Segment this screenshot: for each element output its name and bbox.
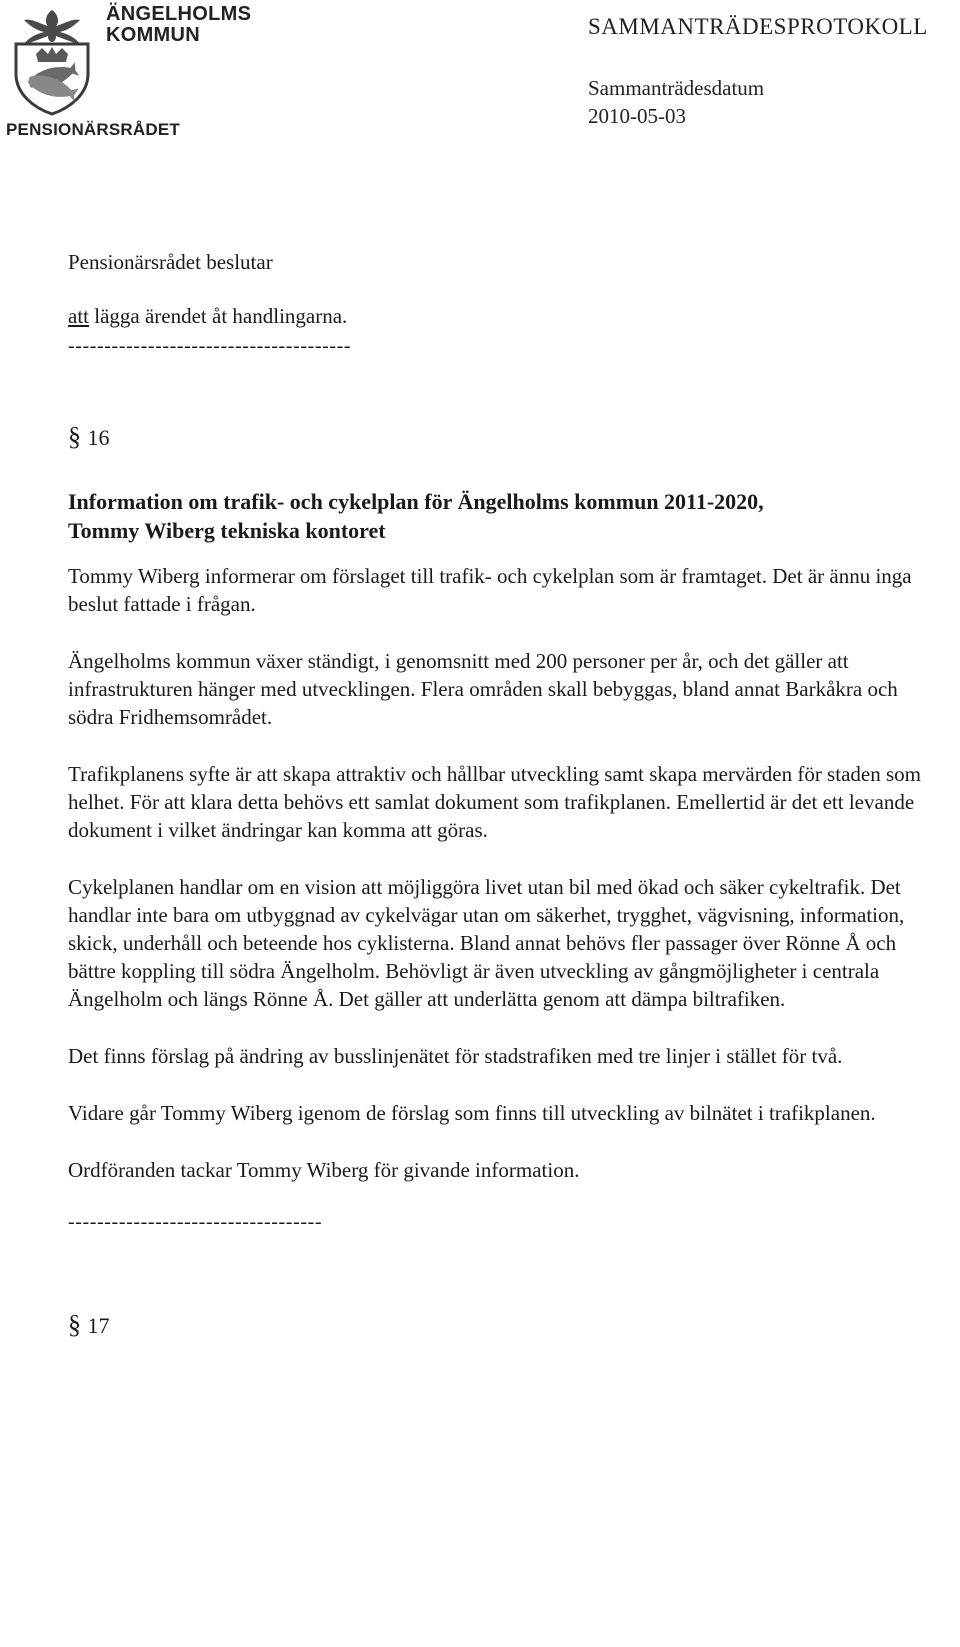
meeting-date-label: Sammanträdesdatum [588, 76, 765, 100]
paragraph-3: Trafikplanens syfte är att skapa attraktiv och hållbar utveckling samt skapa mervärden för staden som helhet. För att klara detta behövs ett samlat dokument som trafikplanen. Emellertid är det ett levande dokument i vilket ändringar kan komma att göras. [68, 762, 921, 842]
section-symbol: § [68, 1310, 81, 1339]
decision-text [68, 302, 938, 330]
paragraph-6: Vidare går Tommy Wiberg igenom de förslag som finns till utveckling av bilnätet i trafikplanen. [68, 1101, 876, 1125]
section-number: 17 [87, 1313, 110, 1338]
municipality-logo [6, 3, 252, 144]
decision-rest: lägga ärendet åt handlingarna. [89, 304, 348, 328]
decision-intro: Pensionärsrådet beslutar [68, 250, 273, 274]
section-symbol: § [68, 422, 81, 451]
department-name: PENSIONÄRSRÅDET [6, 120, 180, 139]
paragraph-5: Det finns förslag på ändring av busslinjenätet för stadstrafiken med tre linjer i stället för två. [68, 1044, 843, 1068]
paragraph-2: Ängelholms kommun växer ständigt, i genomsnitt med 200 personer per år, och det gäller att infrastrukturen hänger med utvecklingen. Flera områden skall bebyggas, bland annat Barkåkra och södra Fridhemsområdet. [68, 649, 898, 729]
separator-line-2: ----------------------------------- [68, 1211, 323, 1233]
paragraph-7: Ordföranden tackar Tommy Wiberg för givande information. [68, 1158, 580, 1182]
municipality-name-line1: ÄNGELHOLMS [106, 3, 252, 25]
section-17-heading [68, 1310, 938, 1341]
municipality-name [106, 4, 251, 46]
document-body [68, 248, 938, 1341]
municipality-name-line2: KOMMUN [106, 24, 201, 46]
section-16-title-line1: Information om trafik- och cykelplan för Ängelholms kommun 2011-2020, [68, 489, 764, 514]
document-type: SAMMANTRÄDESPROTOKOLL [588, 14, 928, 39]
paragraph-4: Cykelplanen handlar om en vision att möjliggöra livet utan bil med ökad och säker cykeltrafik. Det handlar inte bara om utbyggnad av cykelvägar utan om säkerhet, trygghet, vägvisning, information, skick, underhåll och beteende hos cyklisterna. Bland annat behövs fler passager över Rönne Å och bättre koppling till södra Ängelholm. Behövligt är även utveckling av gångmöjligheter i centrala Ängelholm och längs Rönne Å. Det gäller att underlätta genom att dämpa biltrafiken. [68, 875, 905, 1011]
decision-att: att [68, 304, 89, 328]
separator-line: --------------------------------------- [68, 335, 352, 357]
coat-of-arms-icon [6, 4, 98, 116]
section-16-heading [68, 422, 938, 453]
section-16-title-line2: Tommy Wiberg tekniska kontoret [68, 518, 386, 543]
section-number: 16 [87, 425, 110, 450]
meeting-date: 2010-05-03 [588, 104, 686, 128]
paragraph-1: Tommy Wiberg informerar om förslaget till trafik- och cykelplan som är framtaget. Det är ännu inga beslut fattade i frågan. [68, 564, 912, 616]
document-header [0, 0, 960, 150]
